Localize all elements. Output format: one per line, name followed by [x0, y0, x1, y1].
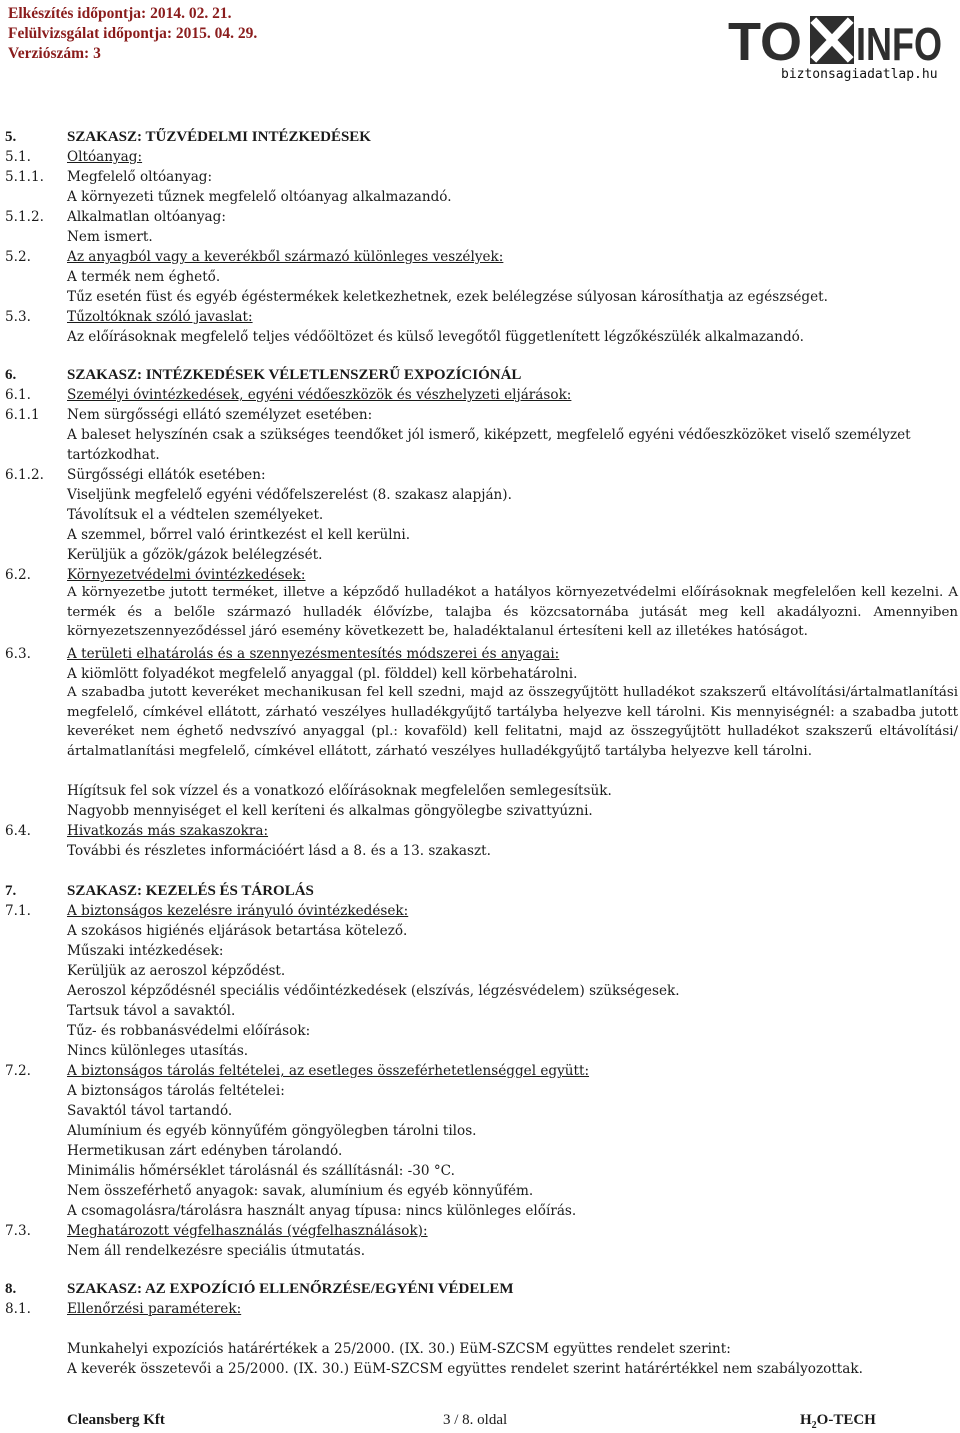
- subsection-title: Hivatkozás más szakaszokra:: [67, 823, 269, 839]
- section-number: 8.: [5, 1281, 17, 1297]
- document-meta: [8, 4, 257, 64]
- product-prefix: H: [800, 1412, 812, 1428]
- footer-product-name: [800, 1412, 876, 1431]
- section-number: 6.1.2.: [5, 467, 44, 483]
- section-number: 5.: [5, 129, 17, 145]
- created-date: Elkészítés időpontja: 2014. 02. 21.: [8, 5, 232, 22]
- line-text: Viseljünk megfelelő egyéni védőfelszerelést (8. szakasz alapján).: [67, 487, 512, 503]
- line-text: A kiömlött folyadékot megfelelő anyaggal (pl. földdel) kell körbehatárolni.: [67, 666, 578, 682]
- section-number: 7.3.: [5, 1223, 31, 1239]
- revision-date: Felülvizsgálat időpontja: 2015. 04. 29.: [8, 25, 258, 42]
- line-text: Hermetikusan zárt edényben tárolandó.: [67, 1143, 343, 1159]
- hazard-x-icon: [810, 16, 854, 64]
- line-text: Hígítsuk fel sok vízzel és a vonatkozó előírásoknak megfelelően semlegesítsük.: [67, 783, 612, 799]
- section-number: 7.: [5, 883, 17, 899]
- section-number: 8.1.: [5, 1301, 31, 1317]
- footer-page-number: 3 / 8. oldal: [443, 1412, 508, 1428]
- subsection-title: A biztonságos kezelésre irányuló óvintézkedések:: [67, 903, 409, 919]
- subsection-title: Meghatározott végfelhasználás (végfelhasználások):: [67, 1223, 428, 1239]
- line-text: Nem sürgősségi ellátó személyzet esetében:: [67, 407, 373, 423]
- line-text: Tűz- és robbanásvédelmi előírások:: [67, 1023, 311, 1039]
- line-text: Nem áll rendelkezésre speciális útmutatás.: [67, 1243, 366, 1259]
- logo-text-right: INFO: [856, 18, 942, 70]
- cleanup-paragraph: A szabadba jutott keveréket mechanikusan fel kell szedni, majd az összegyűjtött hulladékot szakszerű eltávolítási/ártalmatlanítási megfelelő, címkével ellátott, zárható veszélyes hulladékgyűjtő tartályba helyezve kell tárolni. Kis mennyiségnél: a szabadba jutott keveréket nem éghető nedvszívó anyaggal (pl.: kovaföld) kell felitatni, majd az összegyűjtött hulladékot szakszerű eltávolítási/ártalmatlanítási megfelelő, címkével ellátott, zárható veszélyes hulladékgyűjtő tartályba helyezve kell tárolni.: [67, 685, 958, 759]
- line-text: tartózkodhat.: [67, 447, 160, 463]
- subsection-title: Oltóanyag:: [67, 149, 143, 165]
- line-text: Nincs különleges utasítás.: [67, 1043, 249, 1059]
- line-text: A termék nem éghető.: [67, 269, 221, 285]
- product-subscript: 2: [811, 1420, 817, 1431]
- subsection-title: A biztonságos tárolás feltételei, az esetleges összeférhetetlenséggel együtt:: [67, 1063, 590, 1079]
- section-number: 6.: [5, 367, 17, 383]
- line-text: Savaktól távol tartandó.: [67, 1103, 233, 1119]
- subsection-title: Személyi óvintézkedések, egyéni védőeszközök és vészhelyzeti eljárások:: [67, 387, 572, 403]
- section-number: 7.1.: [5, 903, 31, 919]
- line-text: Műszaki intézkedések:: [67, 943, 224, 959]
- line-text: Tűz esetén füst és egyéb égéstermékek keletkezhetnek, ezek belélegzése súlyosan károsíthatja az egészséget.: [67, 289, 828, 305]
- subsection-title: Tűzoltóknak szóló javaslat:: [67, 309, 253, 325]
- line-text: A csomagolásra/tárolásra használt anyag típusa: nincs különleges előírás.: [67, 1203, 577, 1219]
- line-text: Alumínium és egyéb könnyűfém göngyölegben tárolni tilos.: [67, 1123, 477, 1139]
- section-number: 6.1.: [5, 387, 31, 403]
- line-text: A baleset helyszínén csak a szükséges teendőket jól ismerő, kiképzett, megfelelő egyéni védőeszközöket viselő személyzet: [67, 427, 911, 443]
- line-text: A biztonságos tárolás feltételei:: [67, 1083, 285, 1099]
- section-number: 5.1.1.: [5, 169, 44, 185]
- line-text: A környezeti tűznek megfelelő oltóanyag alkalmazandó.: [67, 189, 452, 205]
- section-number: 5.1.: [5, 149, 31, 165]
- subsection-title: Környezetvédelmi óvintézkedések:: [67, 567, 306, 583]
- section-number: 7.2.: [5, 1063, 31, 1079]
- version-number: Verziószám: 3: [8, 45, 101, 62]
- line-text: Minimális hőmérséklet tárolásnál és szállításnál: -30 °C.: [67, 1163, 455, 1179]
- line-text: Alkalmatlan oltóanyag:: [67, 209, 226, 225]
- line-text: Kerüljük a gőzök/gázok belélegzését.: [67, 547, 323, 563]
- section-number: 6.4.: [5, 823, 31, 839]
- subsection-title: A területi elhatárolás és a szennyezésmentesítés módszerei és anyagai:: [67, 646, 560, 662]
- line-text: További és részletes információért lásd a 8. és a 13. szakaszt.: [67, 843, 491, 859]
- line-text: Tartsuk távol a savaktól.: [67, 1003, 236, 1019]
- line-text: SZAKASZ: INTÉZKEDÉSEK VÉLETLENSZERŰ EXPOZÍCIÓNÁL: [67, 367, 522, 383]
- section-number: 6.2.: [5, 567, 31, 583]
- line-text: Aeroszol képződésnél speciális védőintézkedések (elszívás, légzésvédelem) szükségesek.: [67, 983, 680, 999]
- line-text: A szokásos higiénés eljárások betartása kötelező.: [67, 923, 408, 939]
- line-text: Nagyobb mennyiséget el kell keríteni és alkalmas göngyölegbe szivattyúzni.: [67, 803, 593, 819]
- section-number: 5.3.: [5, 309, 31, 325]
- logo-text-left: TO: [728, 12, 803, 72]
- line-text: Az előírásoknak megfelelő teljes védőöltözet és külső levegőtől függetlenített légzőkészülék alkalmazandó.: [67, 329, 804, 345]
- line-text: Sürgősségi ellátók esetében:: [67, 467, 266, 483]
- product-suffix: O-TECH: [816, 1412, 876, 1428]
- line-text: SZAKASZ: KEZELÉS ÉS TÁROLÁS: [67, 883, 314, 899]
- section-number: 5.2.: [5, 249, 31, 265]
- line-text: Munkahelyi expozíciós határértékek a 25/2000. (IX. 30.) EüM-SZCSM együttes rendelet szerint:: [67, 1341, 731, 1357]
- section-number: 5.1.2.: [5, 209, 44, 225]
- line-text: A szemmel, bőrrel való érintkezést el kell kerülni.: [67, 527, 411, 543]
- line-text: Megfelelő oltóanyag:: [67, 169, 213, 185]
- line-text: Nem összeférhető anyagok: savak, alumínium és egyéb könnyűfém.: [67, 1183, 534, 1199]
- line-text: A keverék összetevői a 25/2000. (IX. 30.) EüM-SZCSM együttes rendelet szerint határértékkel nem szabályozottak.: [67, 1361, 863, 1377]
- footer-company: Cleansberg Kft: [67, 1412, 165, 1428]
- line-text: Kerüljük az aeroszol képződést.: [67, 963, 286, 979]
- website-label: biztonsagiadatlap.hu: [781, 67, 938, 82]
- line-text: Távolítsuk el a védtelen személyeket.: [67, 507, 324, 523]
- toxinfo-logo: [728, 12, 942, 72]
- line-text: SZAKASZ: TŰZVÉDELMI INTÉZKEDÉSEK: [67, 129, 371, 145]
- subsection-title: Az anyagból vagy a keverékből származó különleges veszélyek:: [67, 249, 504, 265]
- line-text: Nem ismert.: [67, 229, 153, 245]
- environmental-paragraph: A környezetbe jutott terméket, illetve a képződő hulladékot a hatályos környezetvédelmi előírásoknak megfelelően kell kezelni. A termék és a belőle származó hulladék élővízbe, talajba és közcsatornába jutását meg kell akadályozni. Amennyiben környezetszennyeződéssel járó esemény következett be, haladéktalanul értesíteni kell az illetékes hatóságot.: [67, 585, 958, 640]
- section-number: 6.1.1: [5, 407, 40, 423]
- line-text: SZAKASZ: AZ EXPOZÍCIÓ ELLENŐRZÉSE/EGYÉNI VÉDELEM: [67, 1281, 514, 1297]
- section-number: 6.3.: [5, 646, 31, 662]
- subsection-title: Ellenőrzési paraméterek:: [67, 1301, 242, 1317]
